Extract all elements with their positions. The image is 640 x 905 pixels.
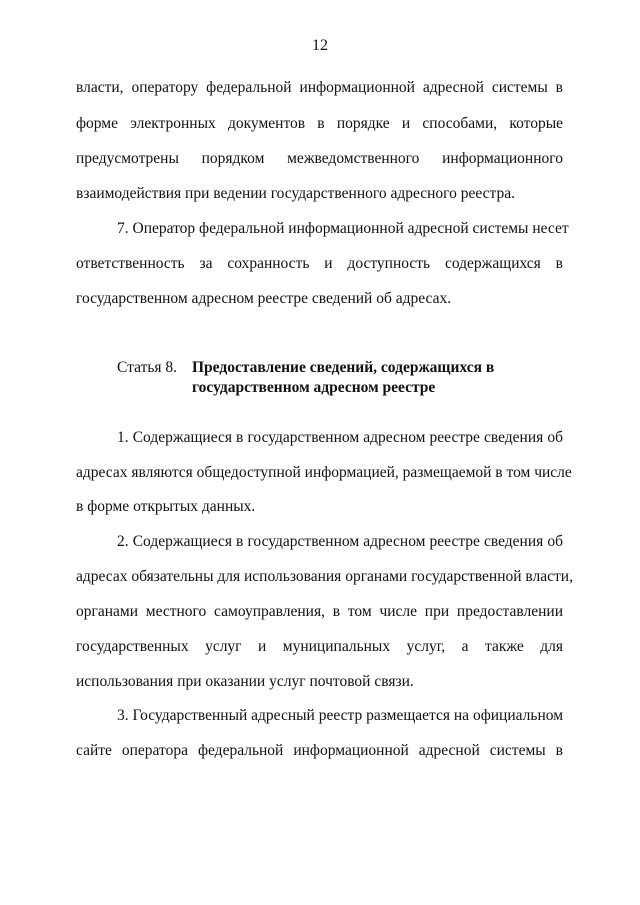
text-line: органами местного самоуправления, в том числе при предоставлении bbox=[76, 603, 563, 620]
article-label: Статья 8. bbox=[117, 359, 178, 376]
text-line: 7. Оператор федеральной информационной адресной системы несет bbox=[117, 220, 569, 237]
article-title-line: Предоставление сведений, содержащихся в bbox=[192, 359, 495, 376]
text-line: ответственность за сохранность и доступность содержащихся в bbox=[76, 255, 563, 272]
text-line: в форме открытых данных. bbox=[76, 498, 256, 515]
text-line: взаимодействия при ведении государственного адресного реестра. bbox=[76, 185, 516, 202]
text-line: 2. Содержащиеся в государственном адресном реестре сведения об bbox=[117, 533, 563, 550]
text-line: форме электронных документов в порядке и способами, которые bbox=[76, 115, 563, 132]
text-line: использования при оказании услуг почтовой связи. bbox=[76, 673, 414, 690]
text-line: 3. Государственный адресный реестр размещается на официальном bbox=[117, 707, 563, 724]
article-title-line: государственном адресном реестре bbox=[192, 379, 436, 396]
text-line: государственных услуг и муниципальных услуг, а также для bbox=[76, 638, 563, 655]
text-line: адресах обязательны для использования органами государственной власти, bbox=[76, 568, 573, 585]
page-number: 12 bbox=[312, 37, 328, 54]
text-line: власти, оператору федеральной информационной адресной системы в bbox=[76, 79, 563, 96]
text-line: адресах являются общедоступной информацией, размещаемой в том числе bbox=[76, 464, 572, 481]
text-line: государственном адресном реестре сведений об адресах. bbox=[76, 290, 452, 307]
text-line: предусмотрены порядком межведомственного информационного bbox=[76, 150, 563, 167]
text-line: сайте оператора федеральной информационной адресной системы в bbox=[76, 742, 563, 759]
article-title bbox=[192, 358, 552, 398]
text-line: 1. Содержащиеся в государственном адресном реестре сведения об bbox=[117, 429, 563, 446]
